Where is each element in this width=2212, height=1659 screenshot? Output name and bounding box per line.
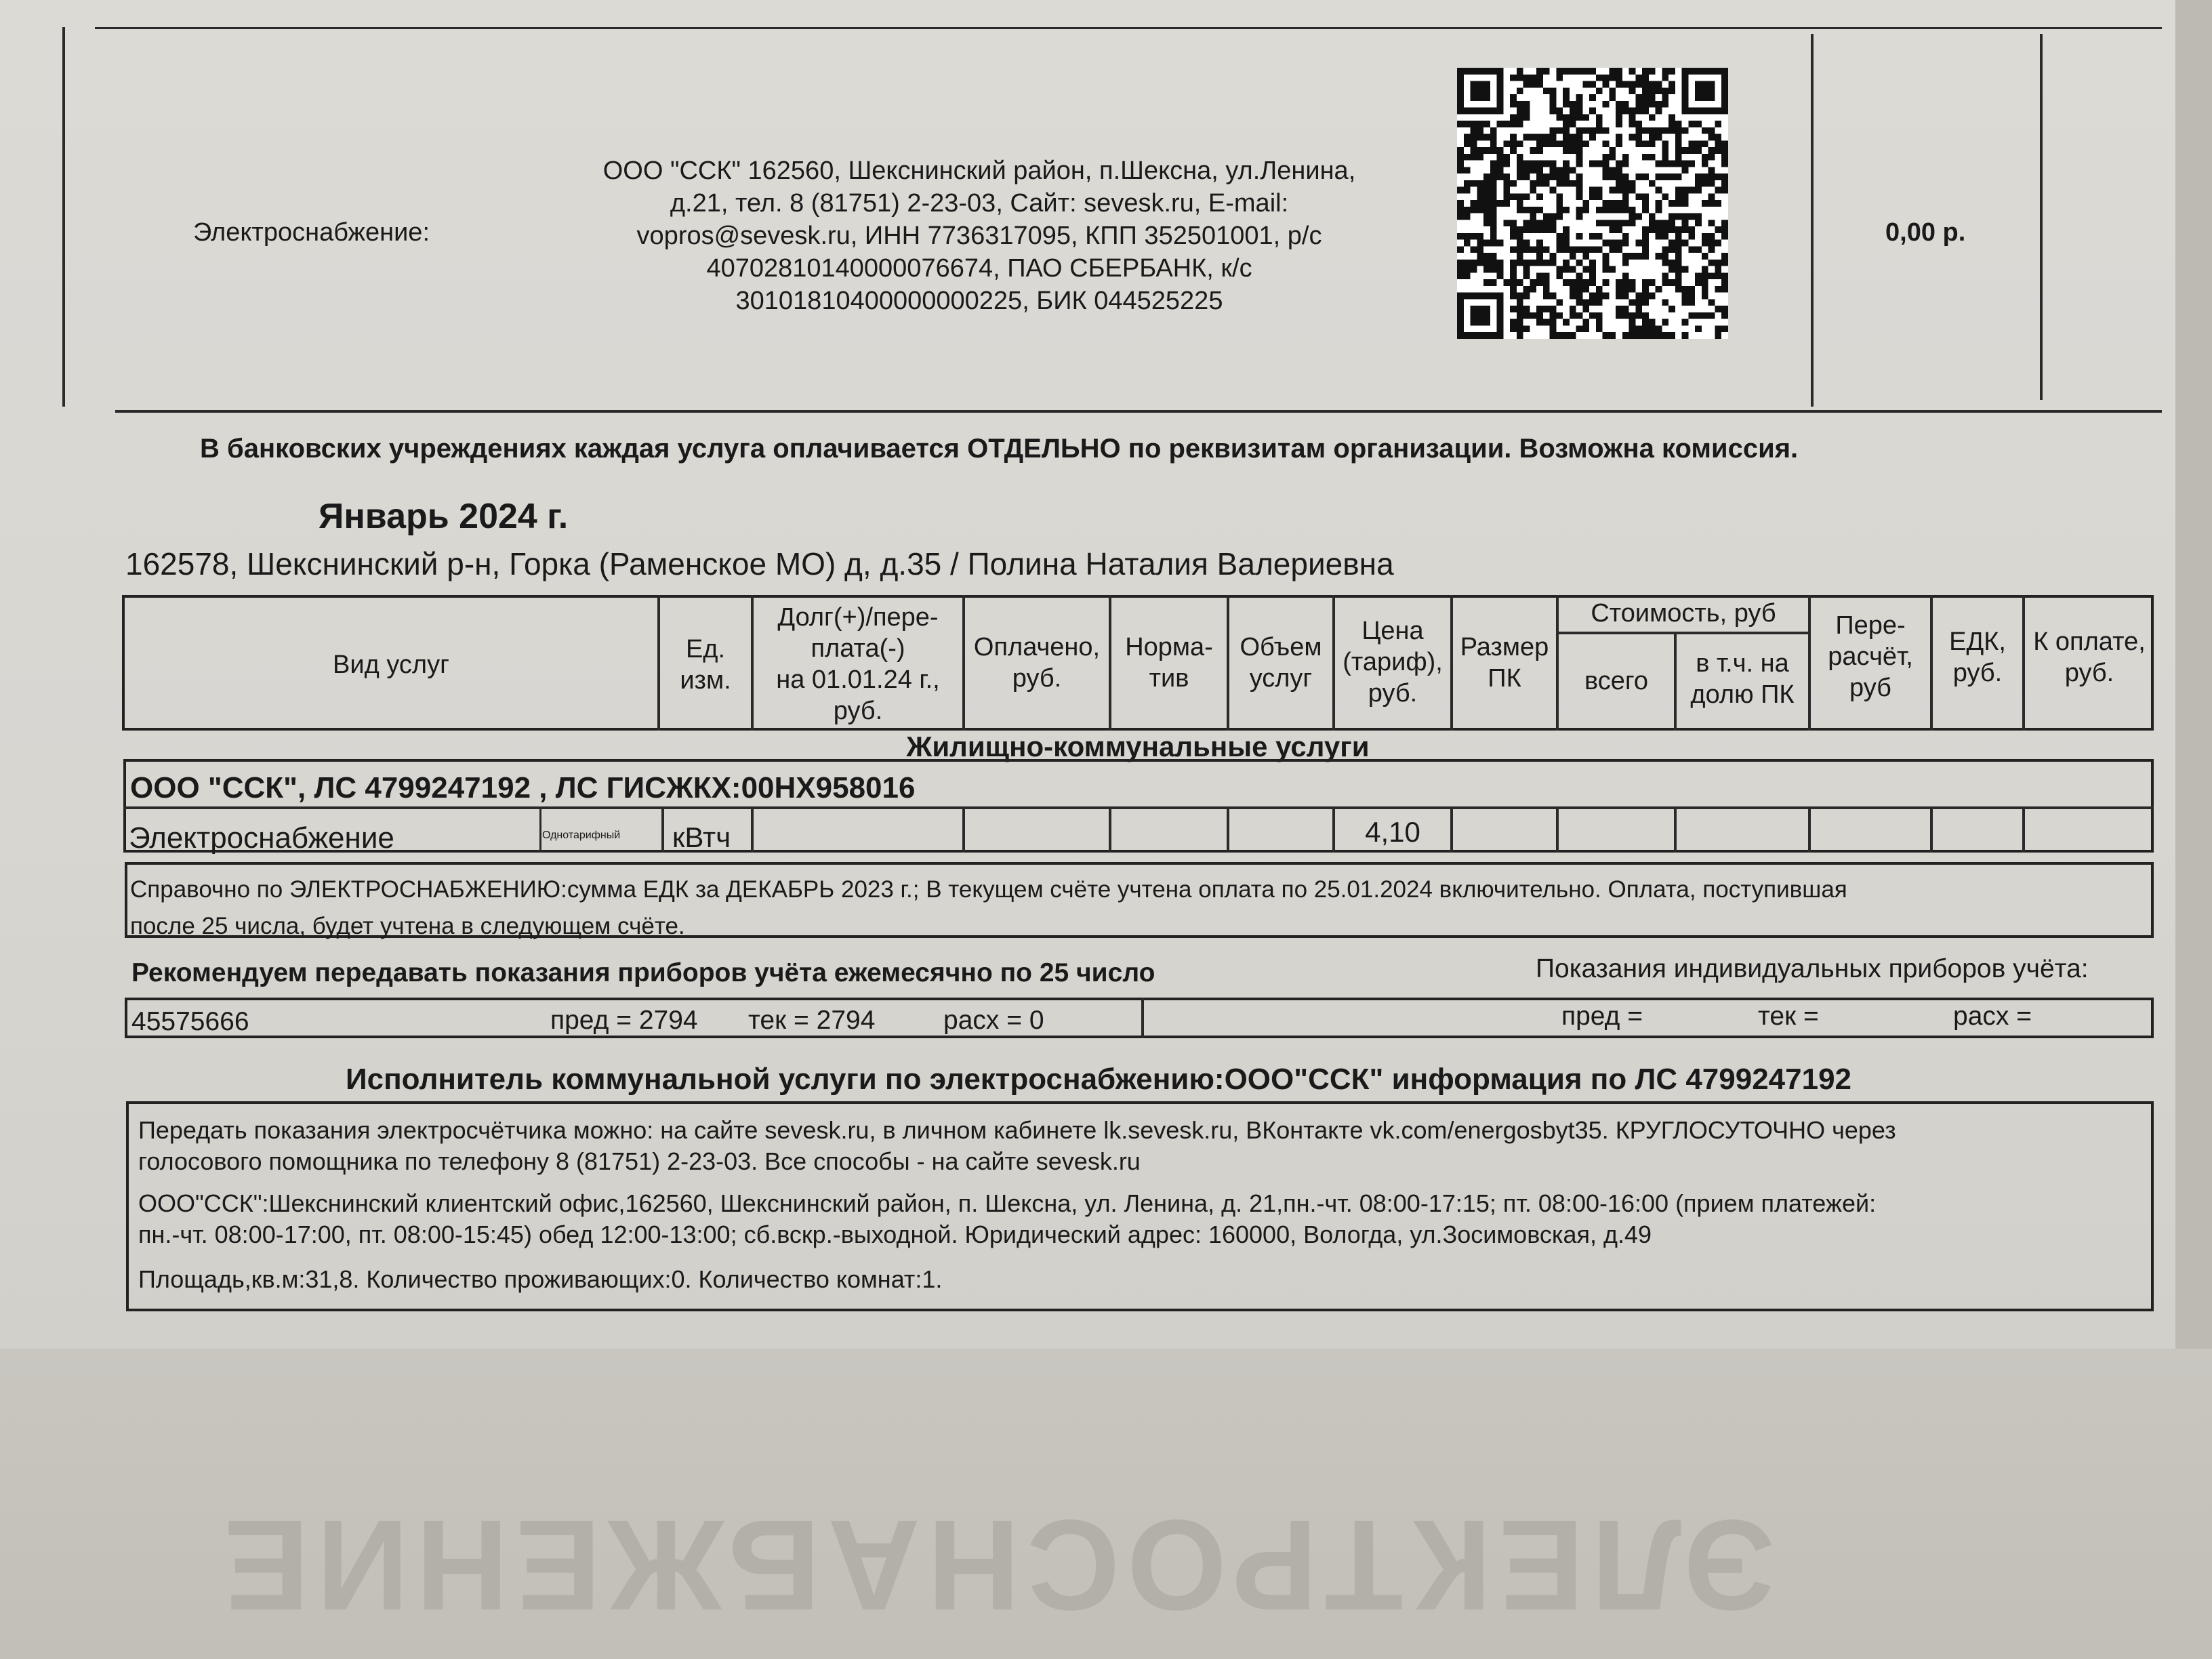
meter2-usage: расх =: [1953, 1002, 2032, 1031]
hdr-line: Размер: [1460, 633, 1549, 661]
col-sep: [539, 808, 541, 853]
col-sep: [962, 808, 965, 853]
col-sep: [2022, 808, 2025, 853]
meter-prev: пред = 2794: [550, 1006, 698, 1035]
col-sep: [1674, 808, 1677, 853]
top-divider-1: [1811, 34, 1814, 407]
meter-usage: расх = 0: [943, 1006, 1044, 1035]
amount-due: 0,00 р.: [1885, 218, 1966, 247]
hdr-paid: [965, 632, 1109, 694]
hdr-line: Оплачено,: [973, 633, 1101, 661]
hdr-topay: [2025, 626, 2154, 689]
col-sep: [751, 808, 754, 853]
hdr-service: Вид услуг: [333, 651, 449, 679]
top-divider-2: [2040, 34, 2043, 400]
section-title: Жилищно-коммунальные услуги: [906, 731, 1370, 762]
hdr-line: на 01.01.24 г.,: [776, 665, 940, 694]
hdr-line: услуг: [1249, 664, 1313, 693]
bank-notice: В банковских учреждениях каждая услуга оплачивается ОТДЕЛЬНО по реквизитам организации. Возможна комиссия.: [200, 434, 1799, 464]
hdr-line: расчёт,: [1828, 642, 1913, 671]
info-line: Передать показания электросчётчика можно: на сайте sevesk.ru, в личном кабинете lk.sevesk.ru, ВКонтакте vk.com/energosbyt35. КРУГЛОСУТОЧНО через: [138, 1116, 1896, 1144]
org-line: д.21, тел. 8 (81751) 2-23-03, Сайт: sevesk.ru, E-mail:: [670, 189, 1289, 218]
row-service: Электроснабжение: [129, 821, 394, 855]
info-line: голосового помощника по телефону 8 (81751) 2-23-03. Все способы - на сайте sevesk.ru: [138, 1147, 1141, 1175]
hdr-line: К оплате,: [2033, 628, 2146, 656]
col-sep: [1227, 808, 1229, 853]
hdr-cost: Стоимость, руб: [1591, 599, 1776, 628]
hdr-line: руб: [1849, 674, 1891, 702]
hdr-unit: [660, 634, 751, 696]
cost-sep: [1556, 632, 1809, 634]
hdr-line: руб.: [2064, 659, 2114, 687]
hdr-debt: [754, 602, 962, 726]
customer-address: 162578, Шекснинский р-н, Горка (Раменское МО) д, д.35 / Полина Наталия Валериевна: [125, 546, 1394, 581]
provider-line: ООО "ССК", ЛС 4799247192 , ЛС ГИСЖКХ:00НХ958016: [130, 771, 916, 804]
executor-title: Исполнитель коммунальной услуги по электроснабжению:ООО"ССК" информация по ЛС 4799247192: [346, 1063, 1852, 1096]
hdr-price: [1335, 615, 1450, 709]
hdr-recalc: [1811, 610, 1930, 703]
top-border: [95, 27, 2162, 29]
hdr-line: изм.: [680, 666, 731, 695]
row-sep: [123, 806, 2154, 809]
org-details: [556, 155, 1403, 317]
meter2-prev: пред =: [1561, 1002, 1643, 1031]
hdr-line: Пере-: [1835, 611, 1906, 640]
org-line: 40702810140000076674, ПАО СБЕРБАНК, к/с: [706, 254, 1252, 283]
org-line: ООО "ССК" 162560, Шекснинский район, п.Шексна, ул.Ленина,: [602, 157, 1356, 185]
hdr-edk: [1933, 626, 2022, 689]
hdr-line: тив: [1149, 664, 1189, 693]
reference-text: [130, 872, 1847, 945]
hdr-line: Норма-: [1125, 633, 1213, 661]
hdr-line: руб.: [1368, 679, 1418, 708]
org-line: 30101810400000000225, БИК 044525225: [735, 287, 1223, 315]
hdr-cost-pk: [1677, 648, 1808, 710]
hdr-line: Ед.: [685, 635, 726, 663]
reference-line: Справочно по ЭЛЕКТРОСНАБЖЕНИЮ:сумма ЕДК за ДЕКАБРЬ 2023 г.; В текущем счёте учтена оплата по 25.01.2024 включительно. Оплата, поступившая: [130, 876, 1847, 903]
hdr-line: (тариф),: [1343, 648, 1443, 676]
meter-curr: тек = 2794: [748, 1006, 876, 1035]
meter-recommendation: Рекомендуем передавать показания приборов учёта ежемесячно по 25 число: [131, 958, 1155, 987]
row-unit: кВтч: [672, 821, 731, 853]
hdr-pk: [1453, 632, 1556, 694]
info-line: ООО"ССК":Шекснинский клиентский офис,162560, Шекснинский район, п. Шексна, ул. Ленина, д. 21,пн.-чт. 08:00-17:15; пт. 08:00-16:00 (прием платежей:: [138, 1189, 1877, 1217]
row-tariff-type: Однотарифный: [542, 830, 621, 841]
col-sep: [1109, 808, 1111, 853]
service-label: Электроснабжение:: [193, 218, 430, 247]
col-sep: [1808, 808, 1811, 853]
row-price: 4,10: [1365, 816, 1420, 848]
hdr-line: ЕДК,: [1949, 628, 2006, 656]
bleed-through-text: ЭЛЕКТРОСНАБЖЕНИЕ: [217, 1493, 1776, 1637]
hdr-line: в т.ч. на: [1696, 649, 1789, 678]
col-sep: [1450, 808, 1453, 853]
col-sep: [1556, 808, 1559, 853]
info-text: [138, 1115, 1896, 1295]
meter2-curr: тек =: [1758, 1002, 1819, 1031]
hdr-line: руб.: [1012, 664, 1062, 693]
hdr-volume: [1229, 632, 1332, 694]
hdr-cost-total: всего: [1584, 667, 1649, 695]
meter-sep: [1141, 998, 1144, 1038]
info-line: Площадь,кв.м:31,8. Количество проживающих:0. Количество комнат:1.: [138, 1265, 943, 1293]
payment-qr-code: [1457, 68, 1728, 339]
hdr-line: Цена: [1361, 617, 1424, 645]
org-line: vopros@sevesk.ru, ИНН 7736317095, КПП 352501001, р/с: [636, 222, 1322, 250]
hdr-line: долю ПК: [1690, 680, 1795, 709]
col-sep: [1930, 808, 1933, 853]
hdr-norm: [1111, 632, 1227, 694]
hdr-line: Объем: [1240, 633, 1322, 661]
hdr-line: руб.: [833, 697, 883, 725]
top-bottom-border: [115, 410, 2162, 413]
reference-line: после 25 числа, будет учтена в следующем счёте.: [130, 913, 685, 939]
hdr-line: плата(-): [811, 634, 905, 663]
billing-period: Январь 2024 г.: [319, 497, 569, 536]
col-sep: [661, 808, 664, 853]
info-line: пн.-чт. 08:00-17:00, пт. 08:00-15:45) обед 12:00-13:00; сб.вскр.-выходной. Юридический адрес: 160000, Вологда, ул.Зосимовская, д.49: [138, 1221, 1652, 1248]
meter-number: 45575666: [131, 1007, 249, 1036]
individual-meters-label: Показания индивидуальных приборов учёта:: [1536, 954, 2089, 983]
top-left-border: [62, 27, 65, 407]
hdr-line: руб.: [1952, 659, 2003, 687]
hdr-line: Долг(+)/пере-: [777, 603, 939, 632]
hdr-line: ПК: [1488, 664, 1521, 693]
meter-row: [125, 998, 2154, 1038]
